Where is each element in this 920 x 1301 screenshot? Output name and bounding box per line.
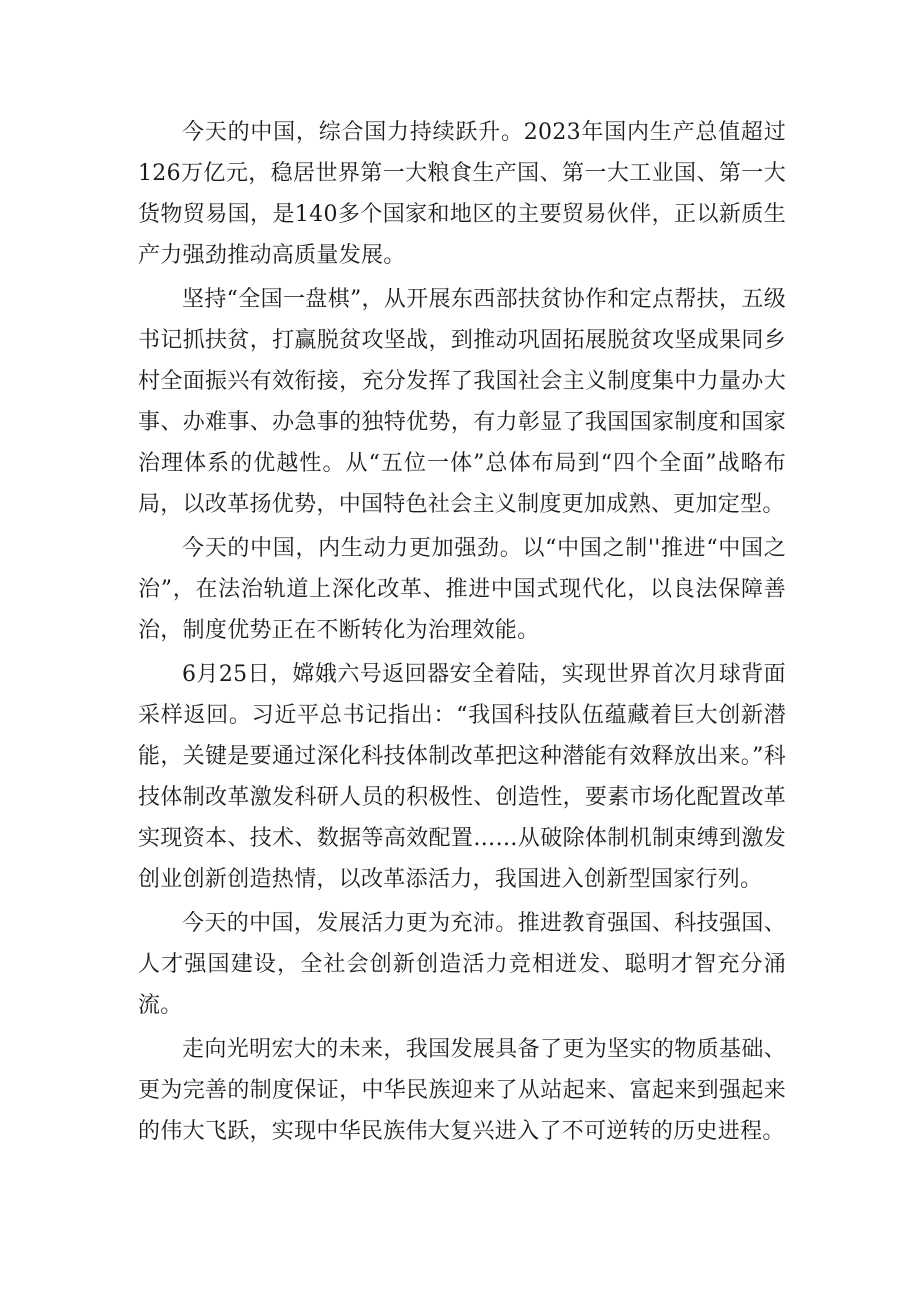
- paragraph-4: 6月25日，嫦娥六号返回器安全着陆，实现世界首次月球背面采样返回。习近平总书记指出：“我国科技队伍蕴藏着巨大创新潜能，关键是要通过深化科技体制改革把这种潜能有效释放出来。”科技体制改革激发科研人员的积极性、创造性，要素市场化配置改革实现资本、技术、数据等高效配置……从破除体制机制束缚到激发创业创新创造热情，以改革添活力，我国进入创新型国家行列。: [138, 662, 786, 892]
- paragraph-5: 今天的中国，发展活力更为充沛。推进教育强国、科技强国、人才强国建设，全社会创新创造活力竞相迸发、聪明才智充分涌流。: [138, 911, 786, 1018]
- paragraph-2: 坚持“全国一盘棋”，从开展东西部扶贫协作和定点帮扶，五级书记抓扶贫，打赢脱贫攻坚战，到推动巩固拓展脱贫攻坚成果同乡村全面振兴有效衔接，充分发挥了我国社会主义制度集中力量办大事、办难事、办急事的独特优势，有力彰显了我国国家制度和国家治理体系的优越性。从“五位一体”总体布局到“四个全面”战略布局，以改革扬优势，中国特色社会主义制度更加成熟、更加定型。: [138, 287, 786, 517]
- paragraph-1: 今天的中国，综合国力持续跃升。2023年国内生产总值超过126万亿元，稳居世界第一大粮食生产国、第一大工业国、第一大货物贸易国，是140多个国家和地区的主要贸易伙伴，正以新质生产力强劲推动高质量发展。: [138, 120, 786, 268]
- paragraph-6: 走向光明宏大的未来，我国发展具备了更为坚实的物质基础、更为完善的制度保证，中华民族迎来了从站起来、富起来到强起来的伟大飞跃，实现中华民族伟大复兴进入了不可逆转的历史进程。: [138, 1037, 786, 1144]
- document-body: [138, 112, 786, 1155]
- paragraph-3: 今天的中国，内生动力更加强劲。以“中国之制''推进“中国之治”，在法治轨道上深化改革、推进中国式现代化，以良法保障善治，制度优势正在不断转化为治理效能。: [138, 536, 786, 643]
